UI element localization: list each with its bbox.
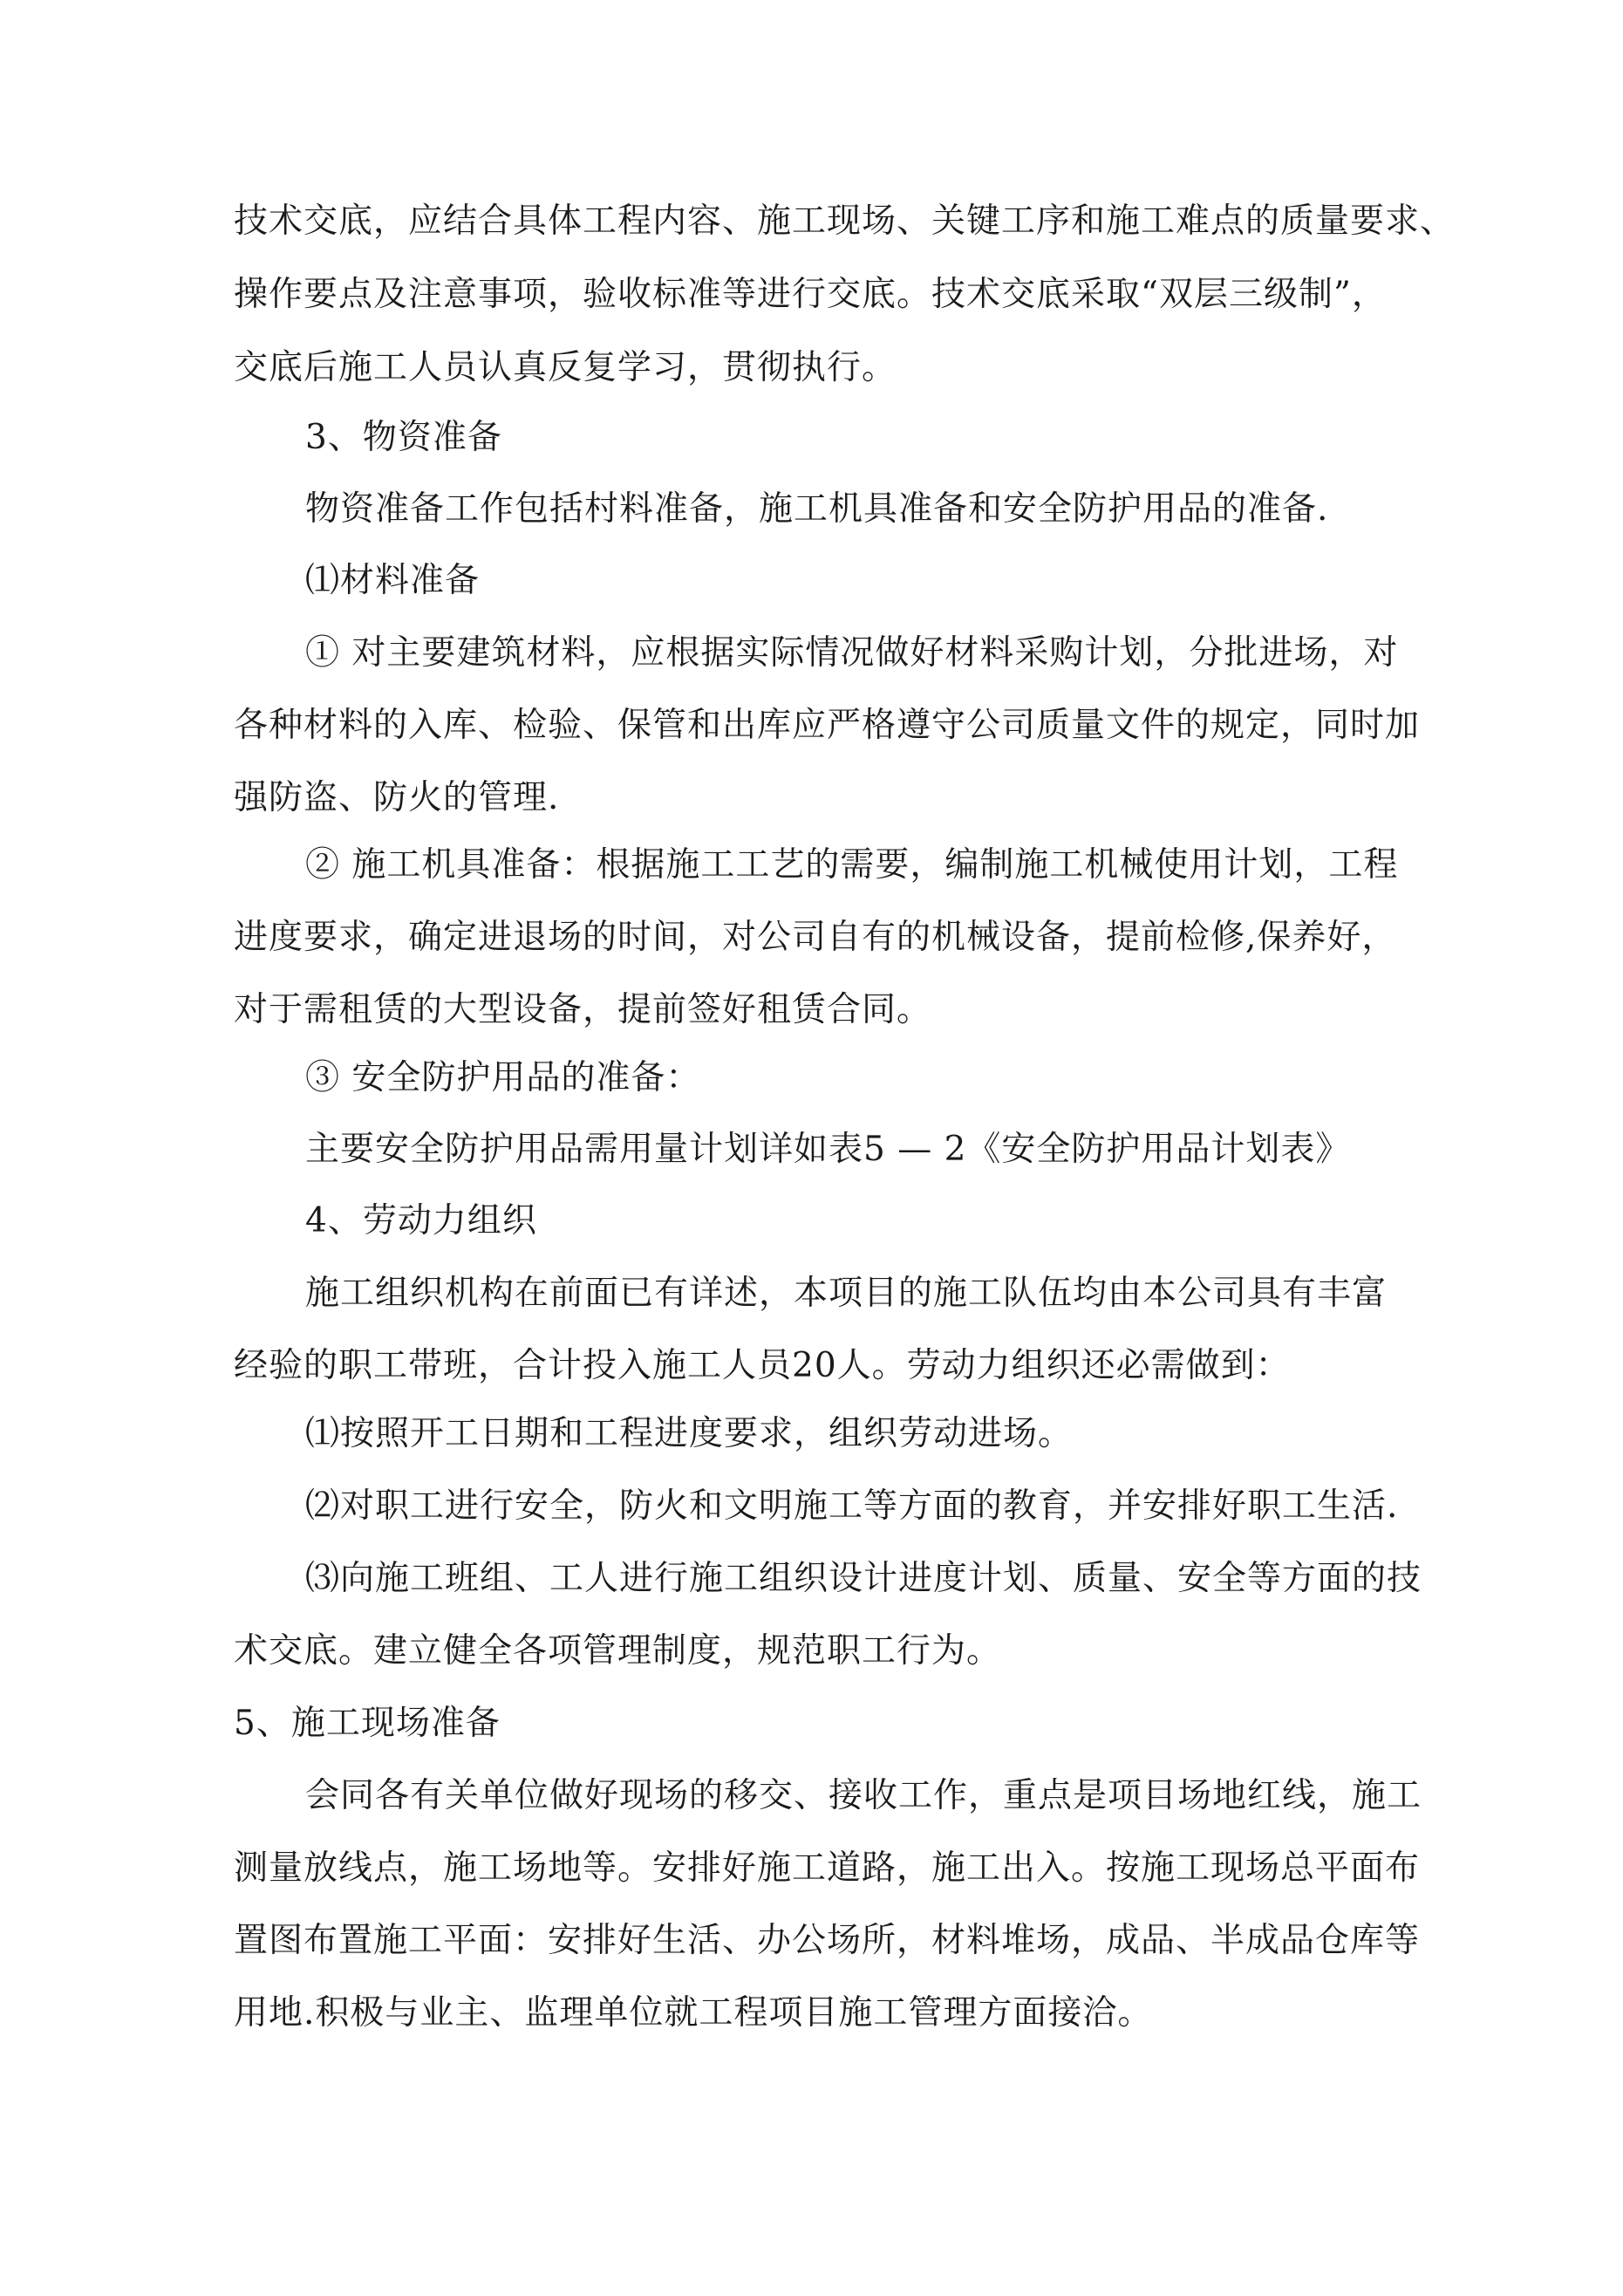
text-line: ③ 安全防护用品的准备：	[305, 1058, 701, 1097]
text-line: 会同各有关单位做好现场的移交、接收工作，重点是项目场地红线，施工	[305, 1776, 1422, 1815]
text-line: 进度要求，确定进退场的时间，对公司自有的机械设备，提前检修,保养好，	[234, 918, 1397, 957]
list-item: ⑶向施工班组、工人进行施工组织设计进度计划、质量、安全等方面的技	[305, 1559, 1422, 1598]
text-line: 施工组织机构在前面已有详述，本项目的施工队伍均由本公司具有丰富	[305, 1274, 1388, 1313]
text-line: 强防盗、防火的管理.	[234, 778, 560, 817]
section-heading: 4、劳动力组织	[305, 1201, 537, 1240]
text-line: 用地.积极与业主、监理单位就工程项目施工管理方面接洽。	[234, 1993, 1153, 2033]
text-line: 物资准备工作包括村料准备，施工机具准备和安全防护用品的准备.	[305, 489, 1329, 529]
list-item: ⑴按照开工日期和工程进度要求，组织劳动进场。	[305, 1414, 1074, 1453]
text-line: 经验的职工带班，合计投入施工人员20人。劳动力组织还必需做到：	[234, 1346, 1291, 1385]
text-line: 置图布置施工平面：安排好生活、办公场所，材料堆场，成品、半成品仓库等	[234, 1921, 1421, 1960]
text-line: 交底后施工人员认真反复学习，贯彻执行。	[234, 348, 897, 387]
text-line: 测量放线点，施工场地等。安排好施工道路，施工出入。按施工现场总平面布	[234, 1848, 1421, 1888]
text-line: 术交底。建立健全各项管理制度，规范职工行为。	[234, 1631, 1002, 1671]
text-line: 对于需租赁的大型设备，提前签好租赁合同。	[234, 990, 932, 1029]
text-line: 技术交底，应结合具体工程内容、施工现场、关键工序和施工难点的质量要求、	[234, 202, 1456, 241]
text-line: 主要安全防护用品需用量计划详如表5 — 2《安全防护用品计划表》	[305, 1130, 1351, 1169]
subsection-heading: ⑴材料准备	[305, 561, 481, 600]
list-item: ⑵对职工进行安全，防火和文明施工等方面的教育，并安排好职工生活.	[305, 1486, 1399, 1526]
text-line: 各种材料的入库、检验、保管和出库应严格遵守公司质量文件的规定，同时加	[234, 706, 1421, 745]
text-line: ① 对主要建筑材料，应根据实际情况做好材料采购计划，分批进场，对	[305, 633, 1399, 673]
section-heading: 3、物资准备	[305, 418, 502, 457]
text-line: 操作要点及注意事项，验收标准等进行交底。技术交底采取“双层三级制”，	[234, 275, 1387, 314]
section-heading: 5、施工现场准备	[234, 1704, 501, 1743]
text-line: ② 施工机具准备：根据施工工艺的需要，编制施工机械使用计划，工程	[305, 845, 1399, 885]
